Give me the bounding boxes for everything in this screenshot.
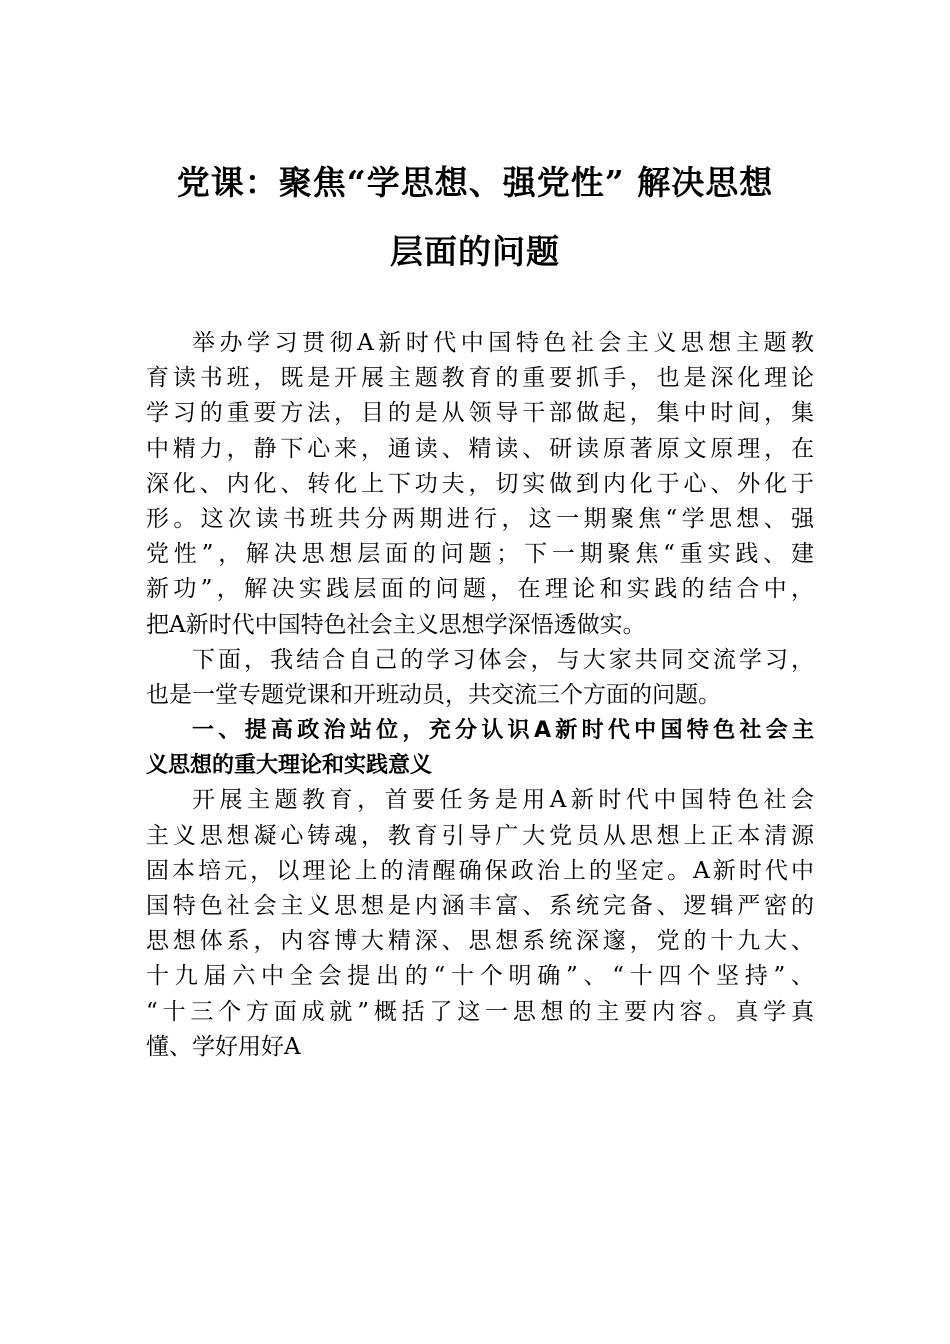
paragraph-3-line-3: 固本培元，以理论上的清醒确保政治上的坚定。A新时代中 (146, 857, 814, 884)
paragraph-1-line-5: 深化、内化、转化上下功夫，切实做到内化于心、外化于 (146, 470, 814, 497)
paragraph-1-line-9: 把A新时代中国特色社会主义思想学深悟透做实。 (146, 611, 646, 638)
paragraph-3-line-7: “十三个方面成就”概括了这一思想的主要内容。真学真 (146, 998, 814, 1025)
paragraph-1-line-6: 形。这次读书班共分两期进行，这一期聚焦“学思想、强 (146, 505, 814, 532)
document-title-line-1: 党课：聚焦“学思想、强党性” 解决思想 (176, 163, 774, 202)
paragraph-1-line-8: 新功”，解决实践层面的问题，在理论和实践的结合中， (146, 576, 814, 603)
paragraph-3-line-5: 思想体系，内容博大精深、思想系统深邃，党的十九大、 (146, 928, 814, 955)
paragraph-3-line-2: 主义思想凝心铸魂，教育引导广大党员从思想上正本清源 (146, 822, 814, 849)
paragraph-1-line-2: 育读书班，既是开展主题教育的重要抓手，也是深化理论 (146, 365, 814, 392)
paragraph-1-line-4: 中精力，静下心来，通读、精读、研读原著原文原理，在 (146, 435, 814, 462)
paragraph-2-line-1: 下面，我结合自己的学习体会，与大家共同交流学习， (192, 646, 814, 673)
paragraph-3-line-4: 国特色社会主义思想是内涵丰富、系统完备、逻辑严密的 (146, 893, 814, 919)
paragraph-3-line-1: 开展主题教育，首要任务是用A新时代中国特色社会 (192, 787, 814, 814)
paragraph-2-line-2: 也是一堂专题党课和开班动员，共交流三个方面的问题。 (146, 681, 721, 708)
paragraph-1-line-1: 举办学习贯彻A新时代中国特色社会主义思想主题教 (192, 330, 814, 356)
paragraph-3-line-8: 懂、学好用好A (146, 1033, 301, 1060)
paragraph-1-line-3: 学习的重要方法，目的是从领导干部做起，集中时间，集 (146, 400, 814, 427)
paragraph-1-line-7: 党性”，解决思想层面的问题；下一期聚焦“重实践、建 (146, 541, 814, 568)
document-title-line-2: 层面的问题 (390, 232, 560, 271)
paragraph-3-line-6: 十九届六中全会提出的“十个明确”、“十四个坚持”、 (146, 963, 814, 990)
section-heading-line-1: 一、提高政治站位，充分认识A新时代中国特色社会主 (192, 718, 814, 744)
document-body (146, 326, 814, 1065)
section-heading-line-2: 义思想的重大理论和实践意义 (146, 753, 433, 779)
